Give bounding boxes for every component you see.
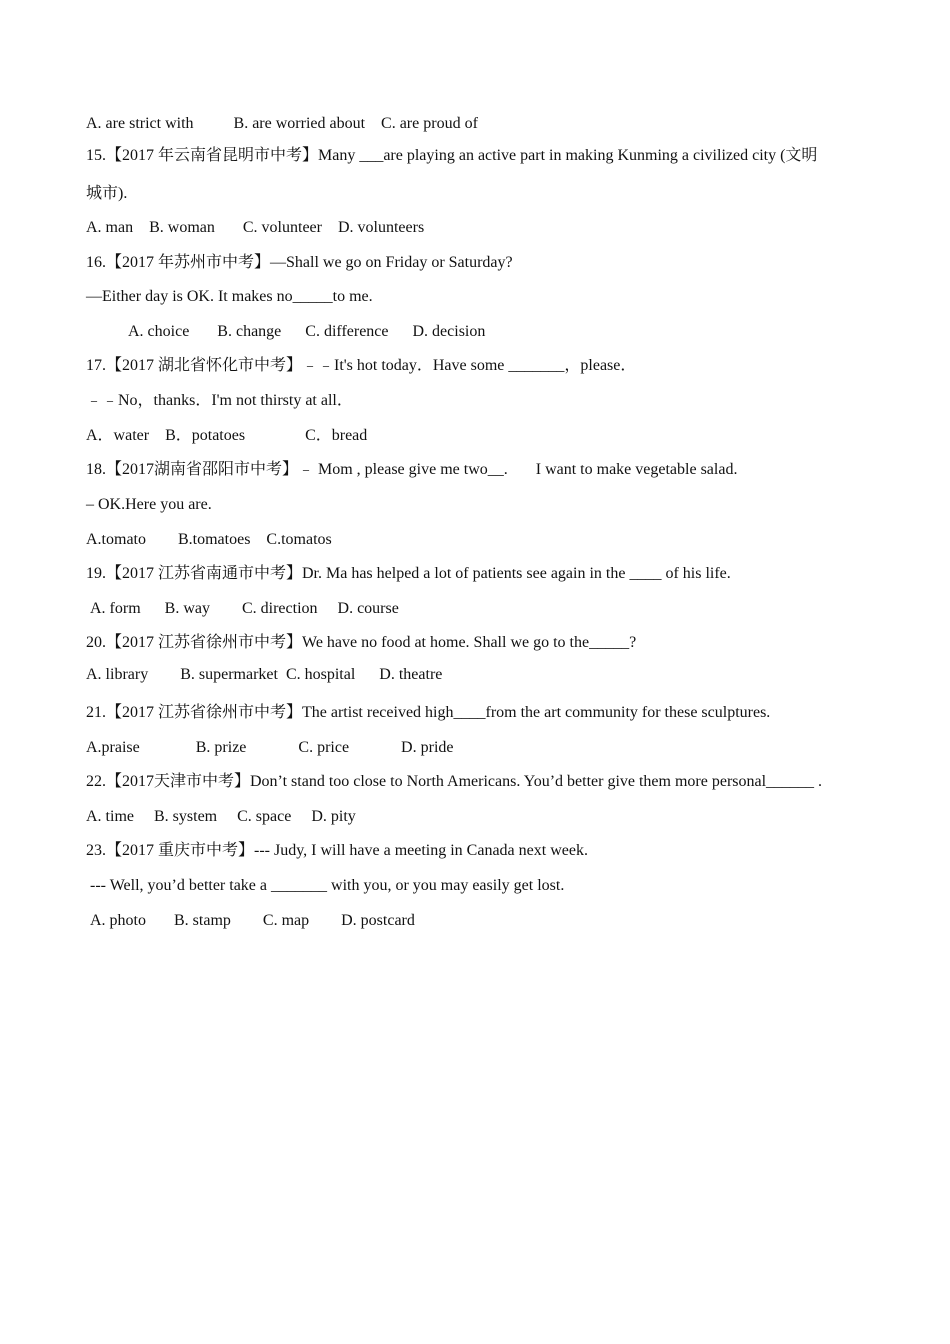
q16-options: A. choice B. change C. difference D. decision bbox=[128, 323, 486, 340]
q16-question: 16.【2017 年苏州市中考】—Shall we go on Friday or Saturday? bbox=[86, 254, 513, 271]
q18-options: A.tomato B.tomatoes C.tomatos bbox=[86, 531, 332, 548]
q18-question: 18.【2017湖南省邵阳市中考】﹣ Mom , please give me two__. I want to make vegetable salad. bbox=[86, 461, 738, 478]
q20-question: 20.【2017 江苏省徐州市中考】We have no food at home. Shall we go to the_____? bbox=[86, 634, 637, 651]
q16-reply: —Either day is OK. It makes no_____to me. bbox=[86, 288, 373, 305]
q17-question: 17.【2017 湖北省怀化市中考】﹣﹣It's hot today．Have some _______，please． bbox=[86, 357, 637, 374]
q14-options: A. are strict with B. are worried about C. are proud of bbox=[86, 115, 478, 132]
q21-question: 21.【2017 江苏省徐州市中考】The artist received high____from the art community for these sculptures. bbox=[86, 704, 771, 721]
q22-options: A. time B. system C. space D. pity bbox=[86, 808, 356, 825]
q15-options: A. man B. woman C. volunteer D. volunteers bbox=[86, 219, 425, 236]
q23-options: A. photo B. stamp C. map D. postcard bbox=[90, 912, 415, 929]
q22-question: 22.【2017天津市中考】Don’t stand too close to North Americans. You’d better give them more personal______ . bbox=[86, 773, 823, 790]
q20-options: A. library B. supermarket C. hospital D. theatre bbox=[86, 666, 443, 683]
q18-reply: – OK.Here you are. bbox=[86, 496, 212, 513]
q19-question: 19.【2017 江苏省南通市中考】Dr. Ma has helped a lot of patients see again in the ____ of his life. bbox=[86, 565, 731, 582]
q21-options: A.praise B. prize C. price D. pride bbox=[86, 739, 454, 756]
q17-options: A．water B．potatoes C．bread bbox=[86, 427, 368, 444]
q23-reply: --- Well, you’d better take a _______ with you, or you may easily get lost. bbox=[90, 877, 565, 894]
q23-question: 23.【2017 重庆市中考】--- Judy, I will have a meeting in Canada next week. bbox=[86, 842, 588, 859]
q19-options: A. form B. way C. direction D. course bbox=[90, 600, 399, 617]
q15-question: 15.【2017 年云南省昆明市中考】Many ___are playing an active part in making Kunming a civilized city (文明 bbox=[86, 147, 818, 164]
q17-reply: ﹣﹣No，thanks．I'm not thirsty at all． bbox=[86, 392, 353, 409]
q15-question-continued: 城市). bbox=[86, 185, 128, 202]
